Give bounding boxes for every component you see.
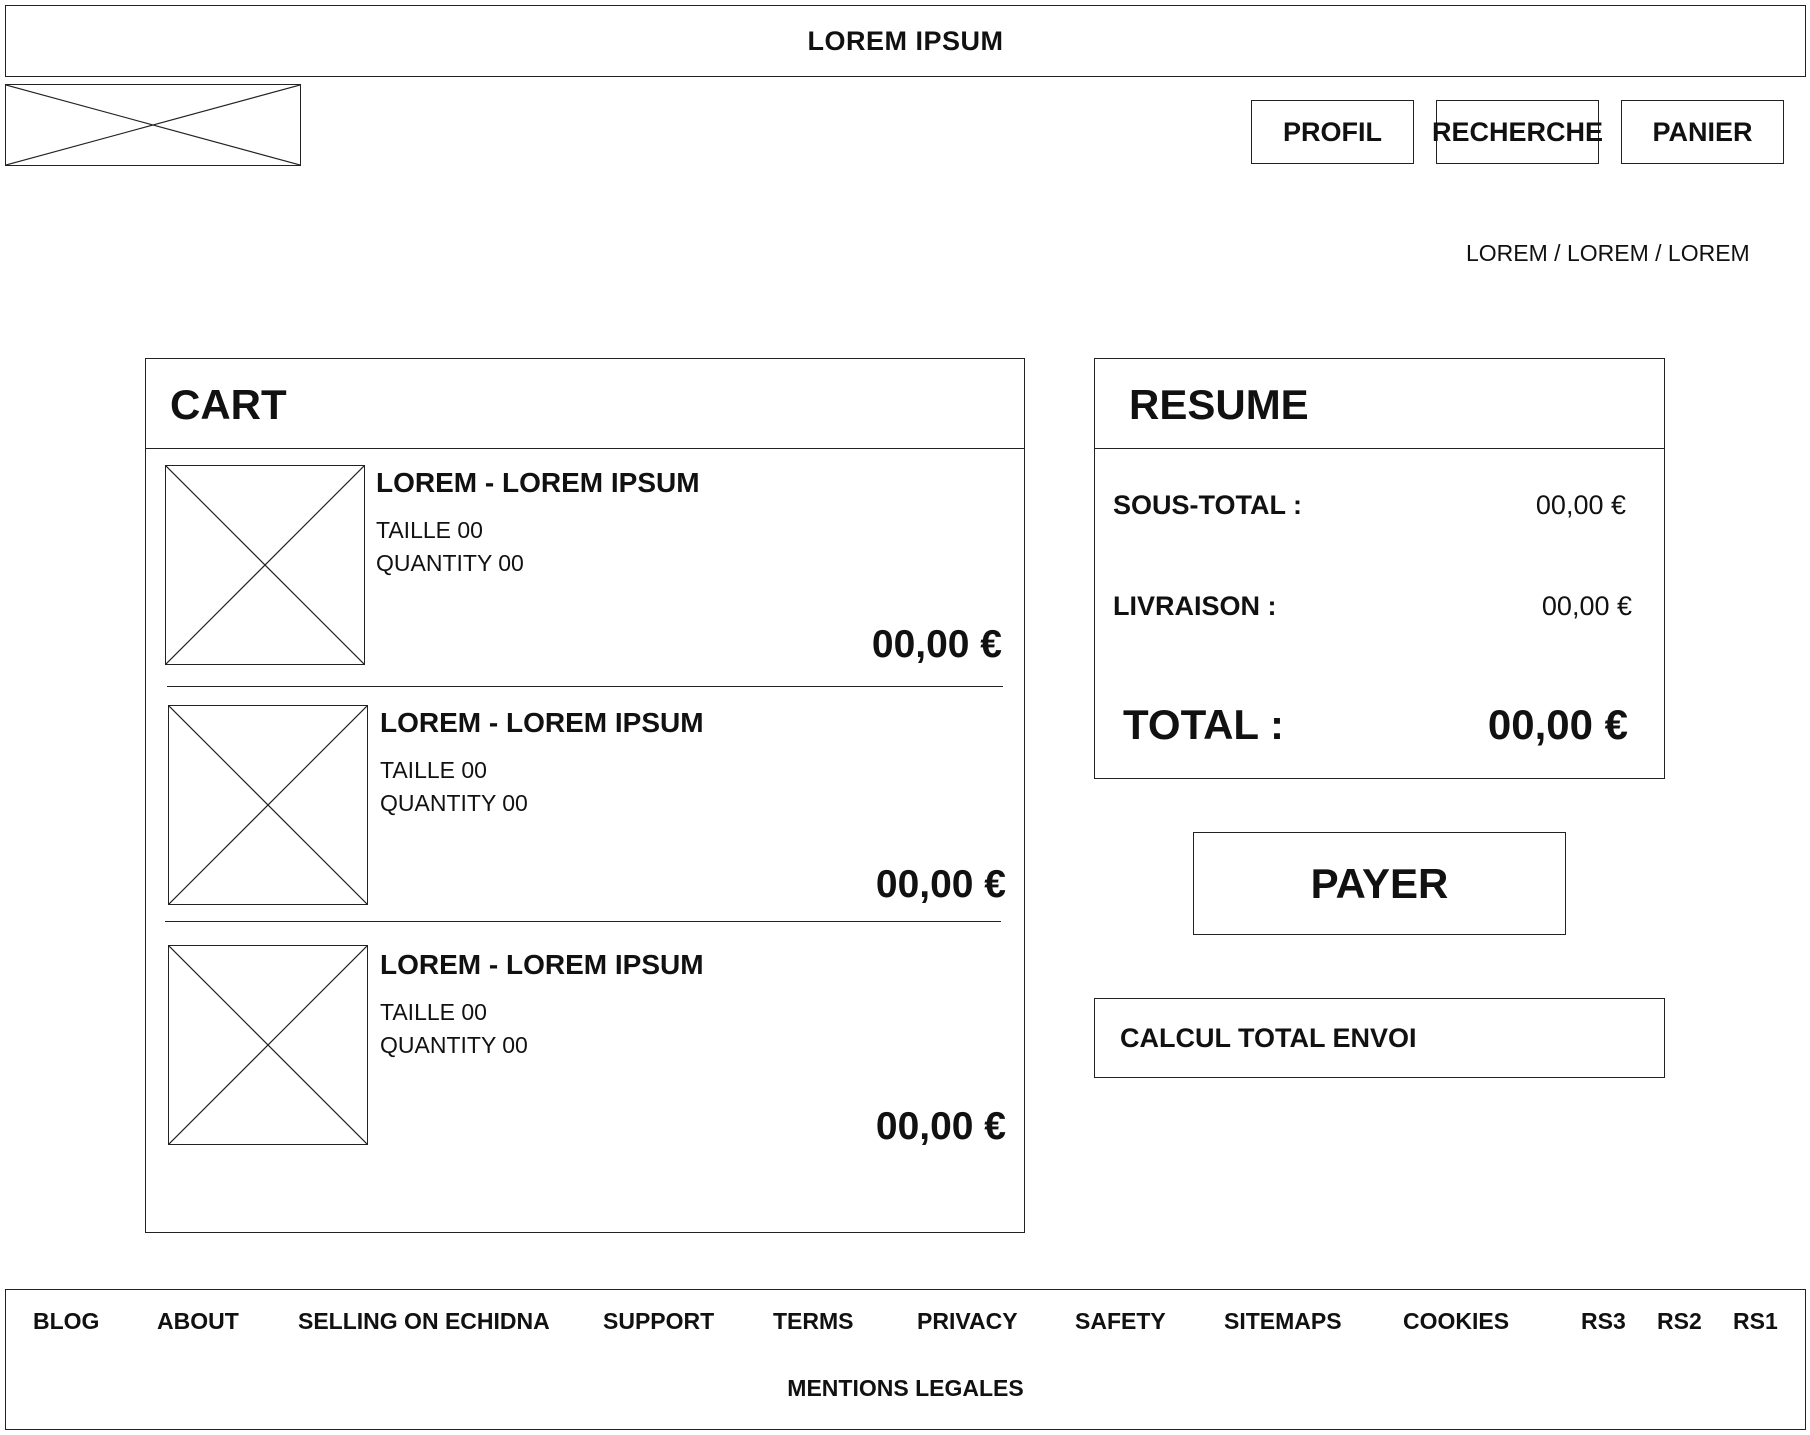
summary-header bbox=[1095, 359, 1664, 449]
item-name[interactable]: LOREM - LOREM IPSUM bbox=[376, 467, 700, 498]
total-label: TOTAL : bbox=[1123, 701, 1284, 748]
footer bbox=[5, 1289, 1806, 1430]
item-size: TAILLE 00 bbox=[380, 757, 487, 783]
item-quantity: QUANTITY 00 bbox=[380, 790, 528, 816]
item-size: TAILLE 00 bbox=[380, 999, 487, 1025]
item-size: TAILLE 00 bbox=[376, 517, 483, 543]
item-quantity: QUANTITY 00 bbox=[376, 550, 524, 576]
item-price: 00,00 € bbox=[875, 1105, 1006, 1148]
item-divider bbox=[167, 686, 1003, 687]
breadcrumb[interactable]: LOREM / LOREM / LOREM bbox=[1466, 240, 1750, 266]
shipping-calc-label: CALCUL TOTAL ENVOI bbox=[1120, 1022, 1417, 1053]
product-image[interactable] bbox=[168, 705, 368, 905]
logo-placeholder[interactable] bbox=[5, 84, 301, 166]
footer-link-sitemaps[interactable]: SITEMAPS bbox=[1224, 1308, 1342, 1334]
summary-panel bbox=[1094, 358, 1665, 779]
footer-link-cookies[interactable]: COOKIES bbox=[1403, 1308, 1510, 1334]
pay-button-label: PAYER bbox=[1310, 859, 1449, 907]
footer-social-rs2[interactable]: RS2 bbox=[1657, 1308, 1702, 1334]
shipping-label: LIVRAISON : bbox=[1113, 591, 1277, 621]
item-name[interactable]: LOREM - LOREM IPSUM bbox=[380, 949, 704, 980]
top-banner bbox=[5, 5, 1806, 77]
image-placeholder-icon bbox=[166, 466, 364, 664]
cart-title: CART bbox=[170, 381, 287, 428]
footer-link-blog[interactable]: BLOG bbox=[33, 1308, 100, 1334]
subtotal-label: SOUS-TOTAL : bbox=[1113, 490, 1302, 520]
footer-link-privacy[interactable]: PRIVACY bbox=[917, 1308, 1018, 1334]
item-name[interactable]: LOREM - LOREM IPSUM bbox=[380, 707, 704, 738]
summary-title: RESUME bbox=[1129, 381, 1309, 428]
search-button[interactable] bbox=[1431, 100, 1604, 164]
profile-button-label: PROFIL bbox=[1283, 116, 1382, 147]
image-placeholder-icon bbox=[169, 706, 367, 904]
footer-link-selling[interactable]: SELLING ON ECHIDNA bbox=[298, 1308, 550, 1334]
item-divider bbox=[165, 921, 1001, 922]
image-placeholder-icon bbox=[6, 85, 300, 165]
product-image[interactable] bbox=[165, 465, 365, 665]
shipping-value: 00,00 € bbox=[1541, 591, 1632, 621]
footer-link-safety[interactable]: SAFETY bbox=[1075, 1308, 1166, 1334]
subtotal-value: 00,00 € bbox=[1535, 490, 1626, 520]
image-placeholder-icon bbox=[169, 946, 367, 1144]
cart-header bbox=[146, 359, 1024, 449]
banner-title: LOREM IPSUM bbox=[807, 25, 1004, 56]
shipping-calc-button[interactable] bbox=[1094, 998, 1665, 1078]
product-image[interactable] bbox=[168, 945, 368, 1145]
item-price: 00,00 € bbox=[875, 863, 1006, 906]
footer-link-terms[interactable]: TERMS bbox=[773, 1308, 854, 1334]
search-button-label: RECHERCHE bbox=[1431, 116, 1604, 147]
footer-link-about[interactable]: ABOUT bbox=[157, 1308, 239, 1334]
total-value: 00,00 € bbox=[1487, 701, 1628, 748]
cart-button[interactable] bbox=[1621, 100, 1784, 164]
footer-link-legal[interactable]: MENTIONS LEGALES bbox=[787, 1375, 1024, 1401]
footer-social-rs3[interactable]: RS3 bbox=[1581, 1308, 1626, 1334]
item-quantity: QUANTITY 00 bbox=[380, 1032, 528, 1058]
profile-button[interactable] bbox=[1251, 100, 1414, 164]
cart-button-label: PANIER bbox=[1652, 116, 1753, 147]
footer-social-rs1[interactable]: RS1 bbox=[1733, 1308, 1778, 1334]
item-price: 00,00 € bbox=[871, 623, 1002, 666]
footer-link-support[interactable]: SUPPORT bbox=[603, 1308, 715, 1334]
pay-button[interactable] bbox=[1193, 832, 1566, 935]
cart-panel bbox=[145, 358, 1025, 1233]
